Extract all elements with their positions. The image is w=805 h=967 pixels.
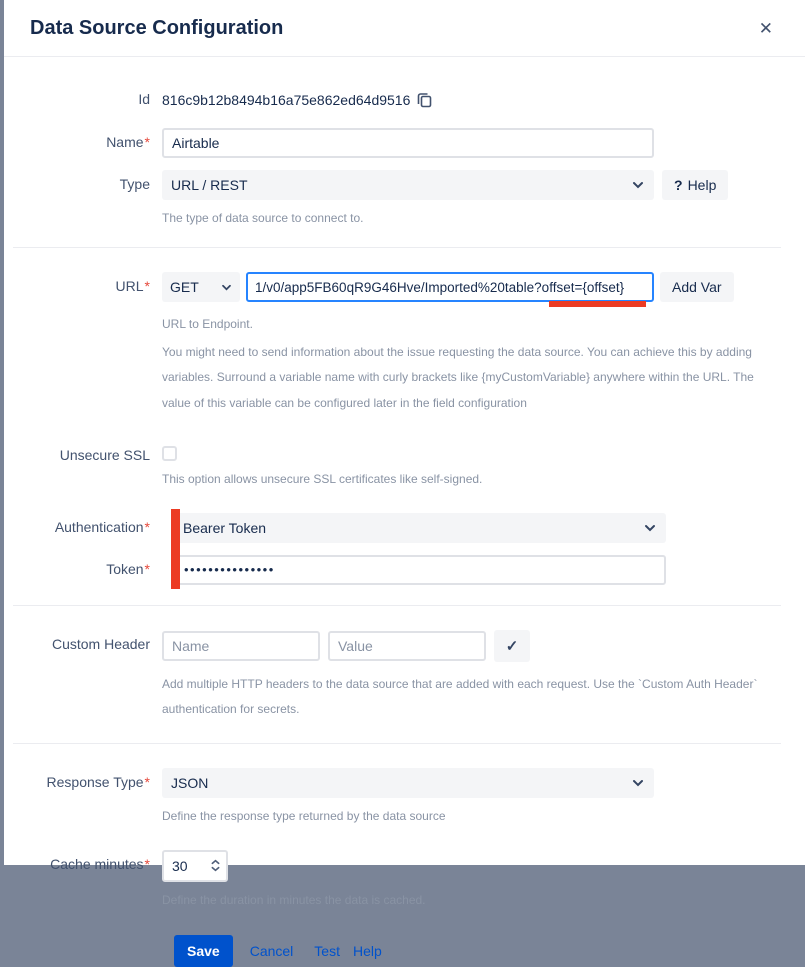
custom-header-label: Custom Header — [51, 635, 150, 652]
token-row — [4, 555, 805, 585]
chevron-up-icon — [211, 859, 220, 865]
response-type-label: Response Type — [46, 774, 144, 791]
type-description: The type of data source to connect to. — [162, 210, 364, 225]
chevron-down-icon — [632, 181, 644, 189]
add-var-button[interactable] — [660, 272, 734, 302]
stepper-arrows[interactable] — [211, 859, 220, 872]
cache-minutes-description: Define the duration in minutes the data is cached. — [162, 892, 426, 907]
divider — [13, 247, 781, 248]
token-input[interactable] — [174, 555, 666, 585]
name-input[interactable] — [162, 128, 654, 158]
help-link[interactable]: Help — [352, 943, 382, 960]
confirm-header-button[interactable] — [494, 630, 530, 662]
copy-icon[interactable] — [417, 92, 432, 108]
url-description: URL to Endpoint. — [162, 317, 253, 332]
chevron-down-icon — [221, 284, 232, 291]
help-button[interactable] — [662, 170, 728, 200]
data-source-configuration-dialog — [4, 0, 805, 960]
chevron-down-icon — [211, 866, 220, 872]
chevron-down-icon — [644, 524, 656, 532]
cache-minutes-label: Cache minutes — [50, 855, 144, 872]
authentication-block — [4, 513, 805, 585]
token-label: Token — [106, 560, 144, 577]
http-method-select[interactable] — [162, 272, 240, 302]
authentication-row — [4, 513, 805, 543]
required-asterisk: * — [144, 278, 150, 295]
response-type-description: Define the response type returned by the data source — [162, 809, 446, 824]
cancel-button[interactable]: Cancel — [249, 943, 294, 960]
url-row — [4, 272, 805, 417]
unsecure-ssl-row — [4, 441, 805, 489]
cache-minutes-row — [4, 850, 805, 910]
chevron-down-icon — [632, 779, 644, 787]
type-select-value: URL / REST — [171, 176, 248, 193]
dialog-body — [4, 57, 805, 967]
custom-header-description: Add multiple HTTP headers to the data source that are added with each request. Use the `Custom Auth Header` authentication for secrets. — [162, 676, 758, 717]
custom-header-name-input[interactable] — [162, 631, 320, 661]
unsecure-ssl-checkbox[interactable] — [162, 446, 177, 461]
type-row — [4, 170, 805, 228]
type-select[interactable] — [162, 170, 654, 200]
id-value: 816c9b12b8494b16a75e862ed64d9516 — [162, 91, 411, 108]
save-button[interactable]: Save — [174, 935, 233, 967]
authentication-select[interactable] — [174, 513, 666, 543]
required-asterisk: * — [144, 774, 150, 791]
add-var-label: Add Var — [672, 279, 722, 296]
http-method-value: GET — [170, 279, 199, 296]
divider — [13, 605, 781, 606]
red-bar-annotation — [171, 509, 180, 589]
close-icon[interactable]: ✕ — [758, 18, 773, 38]
id-row — [4, 85, 805, 110]
url-input[interactable] — [246, 272, 654, 302]
url-label: URL — [115, 278, 144, 295]
red-underline-annotation — [549, 301, 646, 307]
name-row — [4, 128, 805, 158]
required-asterisk: * — [144, 518, 150, 535]
response-type-row — [4, 768, 805, 826]
response-type-select[interactable] — [162, 768, 654, 798]
custom-header-value-input[interactable] — [328, 631, 486, 661]
help-button-label: Help — [687, 176, 717, 193]
id-value-wrap — [162, 85, 432, 108]
name-label: Name — [106, 133, 144, 150]
dialog-title: Data Source Configuration — [30, 16, 284, 39]
dialog-actions — [174, 935, 805, 967]
check-icon: ✓ — [505, 637, 519, 655]
custom-header-row — [4, 630, 805, 724]
dialog-header — [4, 0, 805, 57]
response-type-select-value: JSON — [171, 775, 209, 792]
question-icon: ? — [674, 176, 683, 193]
test-button[interactable]: Test — [314, 943, 340, 960]
authentication-select-value: Bearer Token — [183, 519, 267, 536]
unsecure-ssl-label: Unsecure SSL — [59, 447, 150, 464]
id-label: Id — [138, 91, 150, 107]
url-long-description: You might need to send information about the issue requesting the data source. You can achieve this by adding variables. Surround a variable name with curly brackets like {myCustomVariable} anywhere within the URL. The value of this variable can be configured later in the field configuration — [162, 344, 754, 411]
authentication-label: Authentication — [54, 518, 144, 535]
required-asterisk: * — [144, 133, 150, 150]
divider — [13, 743, 781, 744]
required-asterisk: * — [144, 855, 150, 872]
required-asterisk: * — [144, 560, 150, 577]
unsecure-ssl-description: This option allows unsecure SSL certificates like self-signed. — [162, 472, 483, 487]
cache-minutes-stepper[interactable] — [162, 850, 228, 882]
cache-minutes-value: 30 — [172, 857, 188, 874]
type-label: Type — [119, 175, 150, 192]
